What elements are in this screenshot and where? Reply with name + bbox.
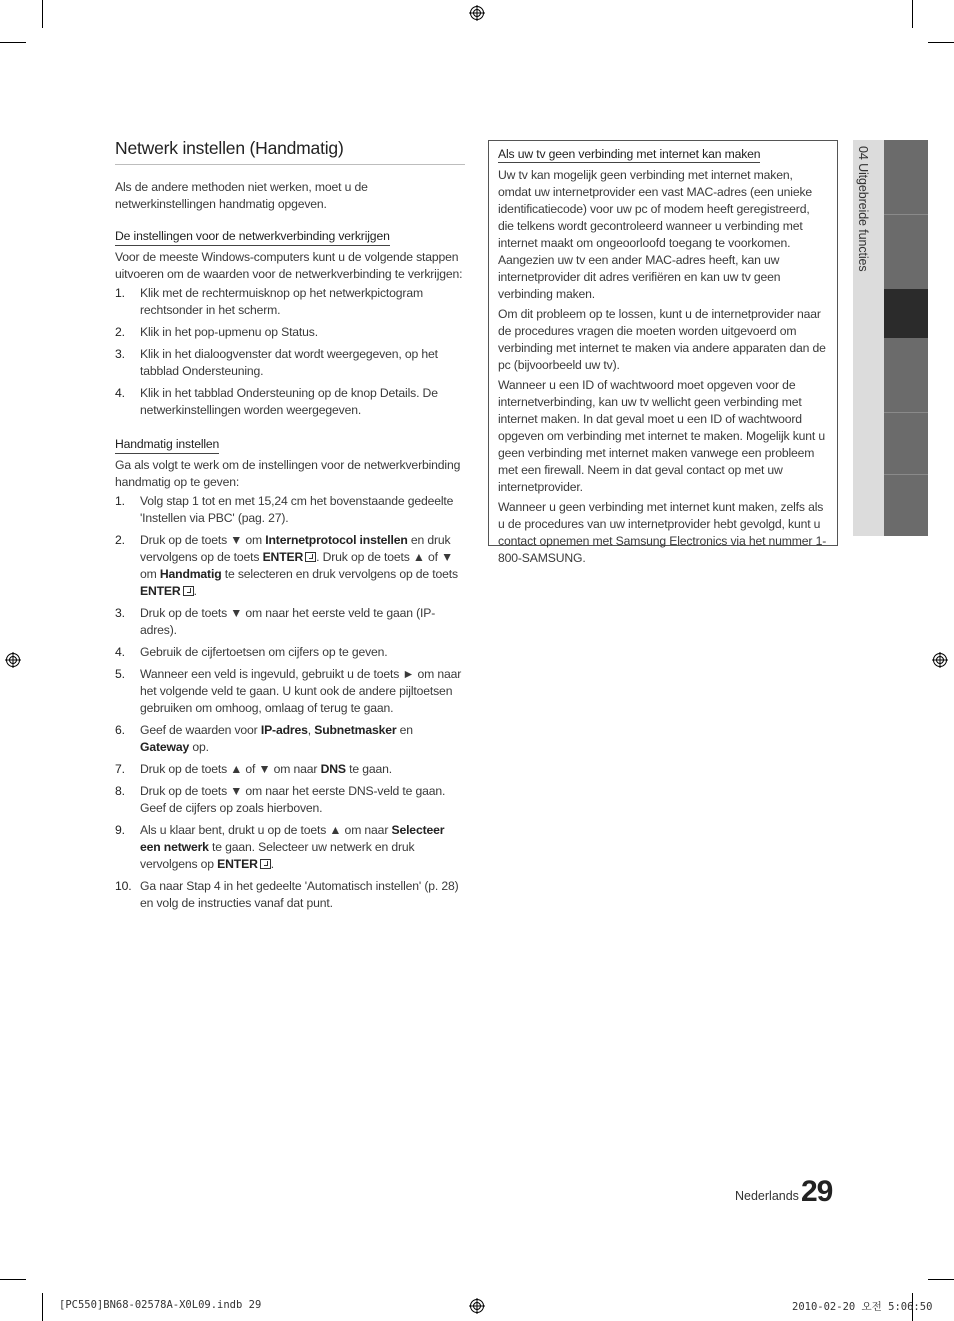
list-item: 1. Klik met de rechtermuisknop op het netwerkpictogram rechtsonder in het scherm. bbox=[115, 286, 423, 317]
registration-mark-icon bbox=[932, 652, 948, 668]
part1-steps bbox=[115, 285, 465, 419]
list-item: 4. Gebruik de cijfertoetsen om cijfers op te geven. bbox=[115, 645, 388, 659]
chapter-label: 04 Uitgebreide functies bbox=[856, 146, 870, 272]
crop-mark bbox=[928, 42, 954, 43]
note-paragraph: Wanneer u een ID of wachtwoord moet opgeven voor de internetverbinding, kan uw tv wellicht geen verbinding met internet maken. In dat geval moet u een ID of wachtwoord opgeven om verbinding met internet te maken. Mogelijk kunt u geen verbinding met internet maken vanwege een probleem met een firewall. Neem in dat geval contact op met uw internetprovider. bbox=[498, 378, 826, 494]
list-item: 6. Geef de waarden voor IP-adres, Subnetmasker en Gateway op. bbox=[115, 723, 413, 754]
section-title: Netwerk instellen (Handmatig) bbox=[115, 138, 465, 165]
crop-mark bbox=[0, 42, 26, 43]
list-item: 3. Druk op de toets ▼ om naar het eerste veld te gaan (IP-adres). bbox=[115, 606, 436, 637]
note-paragraph: Om dit probleem op te lossen, kunt u de internetprovider naar de procedures vragen die moeten worden uitgevoerd om verbinding met internet te maken via andere apparaten dan de pc (bijvoorbeeld uw tv). bbox=[498, 307, 826, 372]
list-item: 3. Klik in het dialoogvenster dat wordt weergegeven, op het tabblad Ondersteuning. bbox=[115, 347, 438, 378]
note-paragraph: Wanneer u geen verbinding met internet kunt maken, zelfs als u de procedures van uw internetprovider hebt gevolgd, kunt u contact opnemen met Samsung Electronics via het nummer 1-800-SAMSUNG. bbox=[498, 500, 827, 565]
crop-mark bbox=[42, 1293, 43, 1321]
page-language: Nederlands bbox=[735, 1189, 799, 1203]
section-intro: Als de andere methoden niet werken, moet u de netwerkinstellingen handmatig opgeven. bbox=[115, 180, 368, 211]
subheading-obtain-settings: De instellingen voor de netwerkverbinding verkrijgen bbox=[115, 229, 390, 246]
list-item: 8. Druk op de toets ▼ om naar het eerste DNS-veld te gaan. Geef de cijfers op zoals hierboven. bbox=[115, 784, 446, 815]
list-item: 5. Wanneer een veld is ingevuld, gebruikt u de toets ► om naar het volgende veld te gaan. U kunt ook de andere pijltoetsen gebruiken om omhoog, omlaag of terug te gaan. bbox=[115, 667, 462, 715]
main-column bbox=[115, 138, 465, 912]
crop-mark bbox=[912, 0, 913, 28]
part2-steps bbox=[115, 493, 465, 912]
note-box bbox=[488, 140, 838, 565]
enter-key-icon bbox=[260, 859, 271, 869]
registration-mark-icon bbox=[469, 5, 485, 21]
part1-intro: Voor de meeste Windows-computers kunt u de volgende stappen uitvoeren om de waarden voor de netwerkverbinding te verkrijgen: bbox=[115, 250, 463, 281]
list-item: 9. Als u klaar bent, drukt u op de toets ▲ om naar Selecteer een netwerk te gaan. Selecteer uw netwerk en druk vervolgens op ENTER . bbox=[115, 823, 445, 871]
registration-mark-icon bbox=[469, 1298, 485, 1314]
subheading-manual-setup: Handmatig instellen bbox=[115, 437, 219, 454]
registration-mark-icon bbox=[5, 652, 21, 668]
list-item: 2. Druk op de toets ▼ om Internetprotocol instellen en druk vervolgens op de toets ENTER . Druk op de toets ▲ of ▼ om Handmatig te selecteren en druk vervolgens op de toets ENTER . bbox=[115, 533, 458, 598]
list-item: 10. Ga naar Stap 4 in het gedeelte 'Automatisch instellen' (p. 28) en volg de instructies vanaf dat punt. bbox=[115, 879, 459, 910]
part2-intro: Ga als volgt te werk om de instellingen voor de netwerkverbinding handmatig op te geven: bbox=[115, 458, 461, 489]
note-title: Als uw tv geen verbinding met internet kan maken bbox=[498, 147, 761, 161]
list-item: 1. Volg stap 1 tot en met 15,24 cm het bovenstaande gedeelte 'Instellen via PBC' (pag. 27). bbox=[115, 494, 454, 525]
list-item: 7. Druk op de toets ▲ of ▼ om naar DNS te gaan. bbox=[115, 762, 392, 776]
note-paragraph: Uw tv kan mogelijk geen verbinding met internet maken, omdat uw internetprovider een vast MAC-adres (een unieke identificatiecode) voor uw pc of modem heeft geregistreerd, die telkens wordt gecontroleerd wanneer u verbinding met internet maakt om ongeoorloofd toegang te voorkomen. Aangezien uw tv een ander MAC-adres heeft, kan uw internetprovider dit adres verifiëren en kan uw tv geen verbinding maken. bbox=[498, 168, 813, 301]
enter-key-icon bbox=[183, 586, 194, 596]
list-item: 2. Klik in het pop-upmenu op Status. bbox=[115, 325, 318, 339]
enter-key-icon bbox=[305, 552, 316, 562]
page-number: 29 bbox=[801, 1175, 833, 1208]
chapter-tab bbox=[853, 140, 928, 536]
list-item: 4. Klik in het tabblad Ondersteuning op de knop Details. De netwerkinstellingen worden weergegeven. bbox=[115, 386, 438, 417]
print-slug-date: 2010-02-20 오전 5:06:50 bbox=[792, 1301, 933, 1313]
crop-mark bbox=[0, 1279, 26, 1280]
crop-mark bbox=[42, 0, 43, 28]
active-chapter-marker bbox=[884, 289, 928, 338]
crop-mark bbox=[928, 1279, 954, 1280]
print-slug-file: [PC550]BN68-02578A-X0L09.indb 29 bbox=[59, 1299, 262, 1311]
